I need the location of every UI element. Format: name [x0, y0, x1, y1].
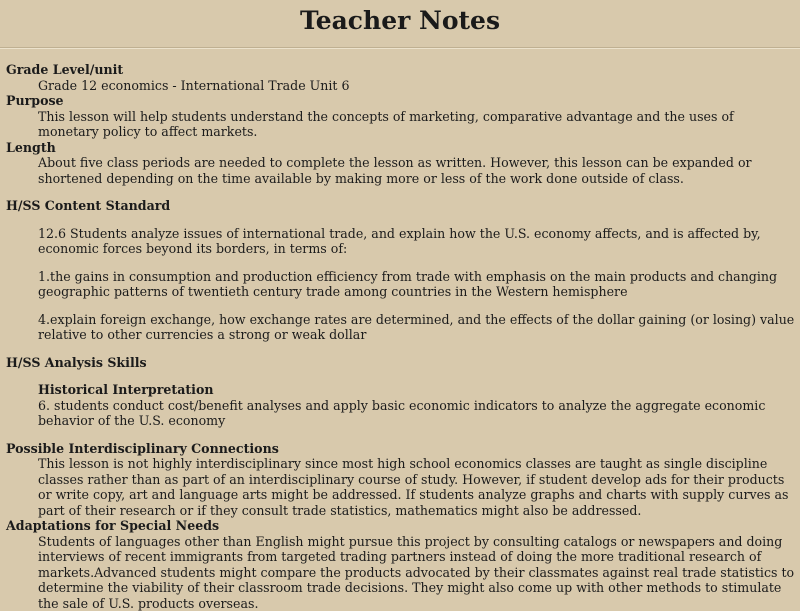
length-section [6, 140, 796, 187]
length-text: About five class periods are needed to complete the lesson as written. However, this lesson can be expanded or shortened depending on the time available by making more or less of the work done outside of class. [38, 155, 796, 186]
teacher-notes-content [6, 62, 796, 611]
grade-level-label: Grade Level/unit [6, 62, 796, 78]
interdisciplinary-text: This lesson is not highly interdisciplinary since most high school economics classes are taught as single discipline classes rather than as part of an interdisciplinary course of study. However, if student develop ads for their products or write copy, art and language arts might be addressed. If students analyze graphs and charts with supply curves as part of their research or if they consult trade statistics, mathematics might also be addressed. [38, 456, 796, 518]
length-label: Length [6, 140, 796, 156]
analysis-skills-section [6, 355, 796, 429]
purpose-label: Purpose [6, 93, 796, 109]
title-divider [0, 47, 800, 49]
interdisciplinary-label: Possible Interdisciplinary Connections [6, 441, 796, 457]
grade-level-section [6, 62, 796, 93]
content-standard-point-4: 4.explain foreign exchange, how exchange rates are determined, and the effects of the dollar gaining (or losing) value relative to other currencies a strong or weak dollar [38, 312, 796, 343]
content-standard-intro: 12.6 Students analyze issues of international trade, and explain how the U.S. economy affects, and is affected by, economic forces beyond its borders, in terms of: [38, 226, 796, 257]
content-standard-label: H/SS Content Standard [6, 198, 796, 214]
grade-level-text: Grade 12 economics - International Trade Unit 6 [38, 78, 796, 94]
interdisciplinary-section [6, 441, 796, 519]
adaptations-text: Students of languages other than English might pursue this project by consulting catalogs or newspapers and doing interviews of recent immigrants from targeted trading partners instead of doing the more traditional research of markets.Advanced students might compare the products advocated by their classmates against real trade statistics to determine the viability of their classroom trade decisions. They might also come up with other methods to stimulate the sale of U.S. products overseas. [38, 534, 796, 611]
adaptations-label: Adaptations for Special Needs [6, 518, 796, 534]
historical-interpretation-heading: Historical Interpretation [38, 382, 796, 398]
page-title: Teacher Notes [0, 4, 800, 38]
content-standard-section [6, 198, 796, 343]
analysis-skills-label: H/SS Analysis Skills [6, 355, 796, 371]
adaptations-section [6, 518, 796, 611]
purpose-text: This lesson will help students understand the concepts of marketing, comparative advantage and the uses of monetary policy to affect markets. [38, 109, 796, 140]
analysis-skills-text: 6. students conduct cost/benefit analyses and apply basic economic indicators to analyze the aggregate economic behavior of the U.S. economy [38, 398, 796, 429]
purpose-section [6, 93, 796, 140]
content-standard-point-1: 1.the gains in consumption and production efficiency from trade with emphasis on the main products and changing geographic patterns of twentieth century trade among countries in the Western hemisphere [38, 269, 796, 300]
